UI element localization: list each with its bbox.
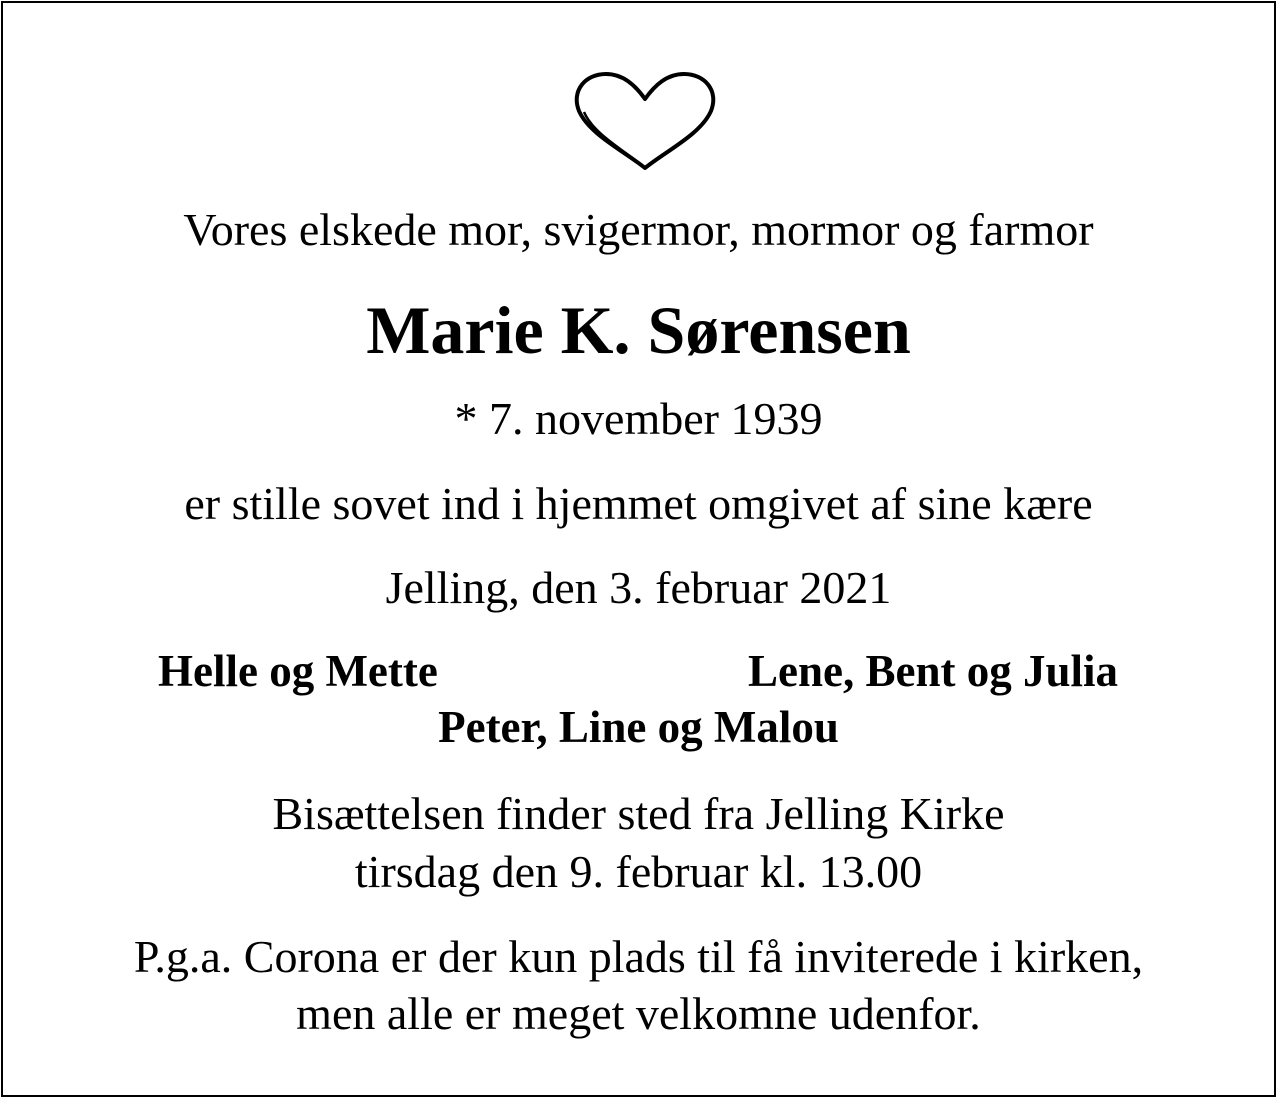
passing-text: er stille sovet ind i hjemmet omgivet af sine kære — [184, 478, 1093, 529]
corona-line-2: men alle er meget velkomne udenfor. — [296, 988, 981, 1039]
funeral-line-2: tirsdag den 9. februar kl. 13.00 — [354, 846, 923, 897]
intro-text: Vores elskede mor, svigermor, mormor og farmor — [183, 204, 1094, 255]
corona-line-1: P.g.a. Corona er der kun plads til få inviterede i kirken, — [133, 931, 1144, 982]
funeral-line-1: Bisættelsen finder sted fra Jelling Kirke — [272, 788, 1005, 839]
place-date: Jelling, den 3. februar 2021 — [385, 562, 892, 613]
deceased-name: Marie K. Sørensen — [366, 292, 911, 368]
family-right: Lene, Bent og Julia — [748, 646, 1119, 696]
obituary-notice — [1, 1, 1276, 1097]
heart-icon — [571, 69, 719, 173]
family-left: Helle og Mette — [158, 646, 438, 696]
birth-date: * 7. november 1939 — [454, 393, 823, 444]
family-center: Peter, Line og Malou — [438, 702, 839, 752]
